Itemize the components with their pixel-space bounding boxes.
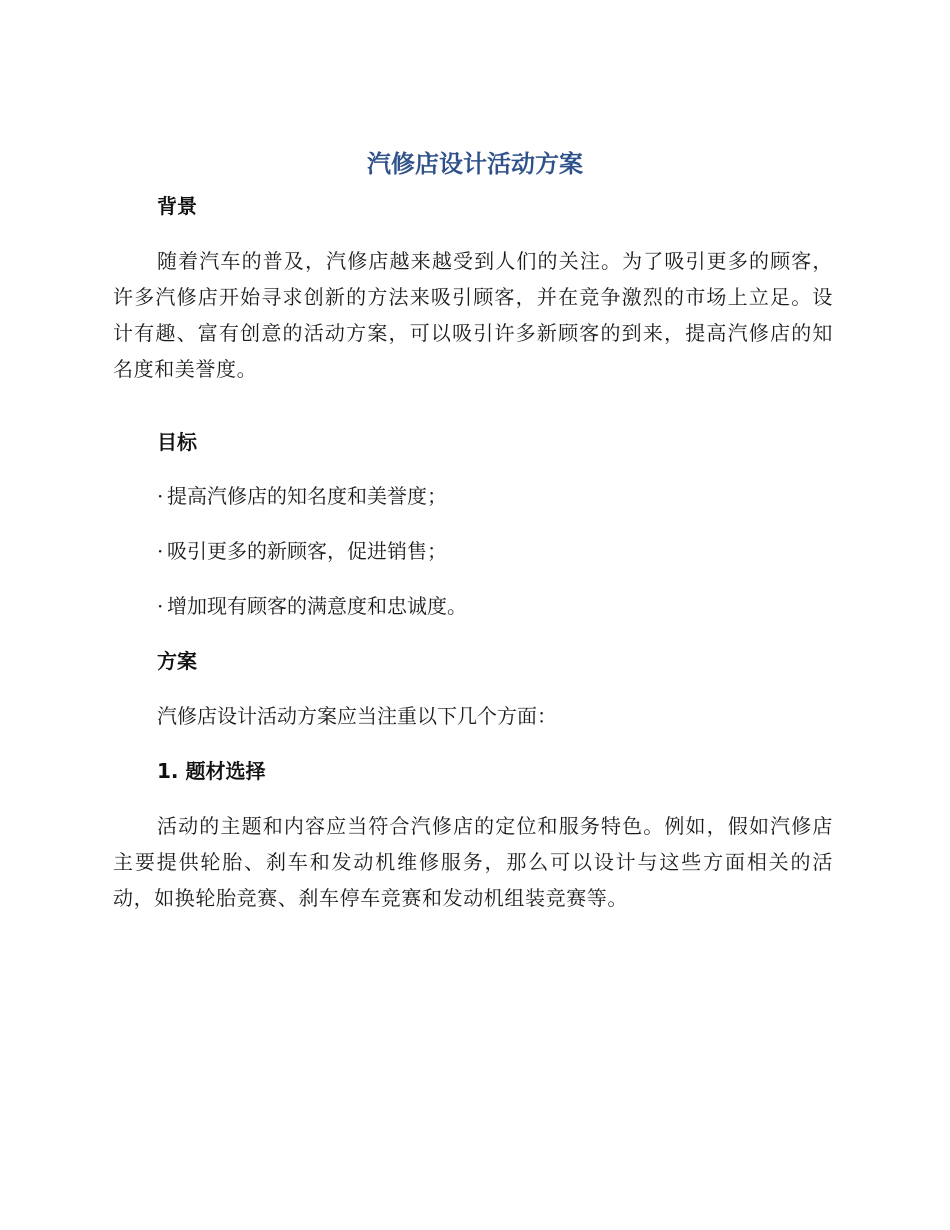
goal-item-text: 吸引更多的新顾客，促进销售； [167,539,447,563]
section-heading-plan: 方案 [157,649,197,673]
goal-list-item [157,591,467,621]
plan-intro-text: 汽修店设计活动方案应当注重以下几个方面： [157,704,557,728]
topic-selection-paragraph: 活动的主题和内容应当符合汽修店的定位和服务特色。例如，假如汽修店主要提供轮胎、刹车和发动机维修服务，那么可以设计与这些方面相关的活动，如换轮胎竞赛、刹车停车竞赛和发动机组装竞赛等。 [113,814,833,910]
goal-list-item [157,536,447,566]
goal-item-text: 增加现有顾客的满意度和忠诚度。 [167,594,467,618]
document-title: 汽修店设计活动方案 [367,150,583,178]
goal-item-text: 提高汽修店的知名度和美誉度； [167,484,447,508]
subsection-heading-topic-selection: 1. 题材选择 [157,759,266,783]
section-heading-background: 背景 [157,194,197,218]
section-heading-goals: 目标 [157,430,197,454]
bullet-icon: · [157,484,164,508]
background-paragraph: 随着汽车的普及，汽修店越来越受到人们的关注。为了吸引更多的顾客，许多汽修店开始寻求创新的方法来吸引顾客，并在竞争激烈的市场上立足。设计有趣、富有创意的活动方案，可以吸引许多新顾客的到来，提高汽修店的知名度和美誉度。 [113,249,833,381]
goal-list-item [157,481,447,511]
bullet-icon: · [157,594,164,618]
bullet-icon: · [157,539,164,563]
